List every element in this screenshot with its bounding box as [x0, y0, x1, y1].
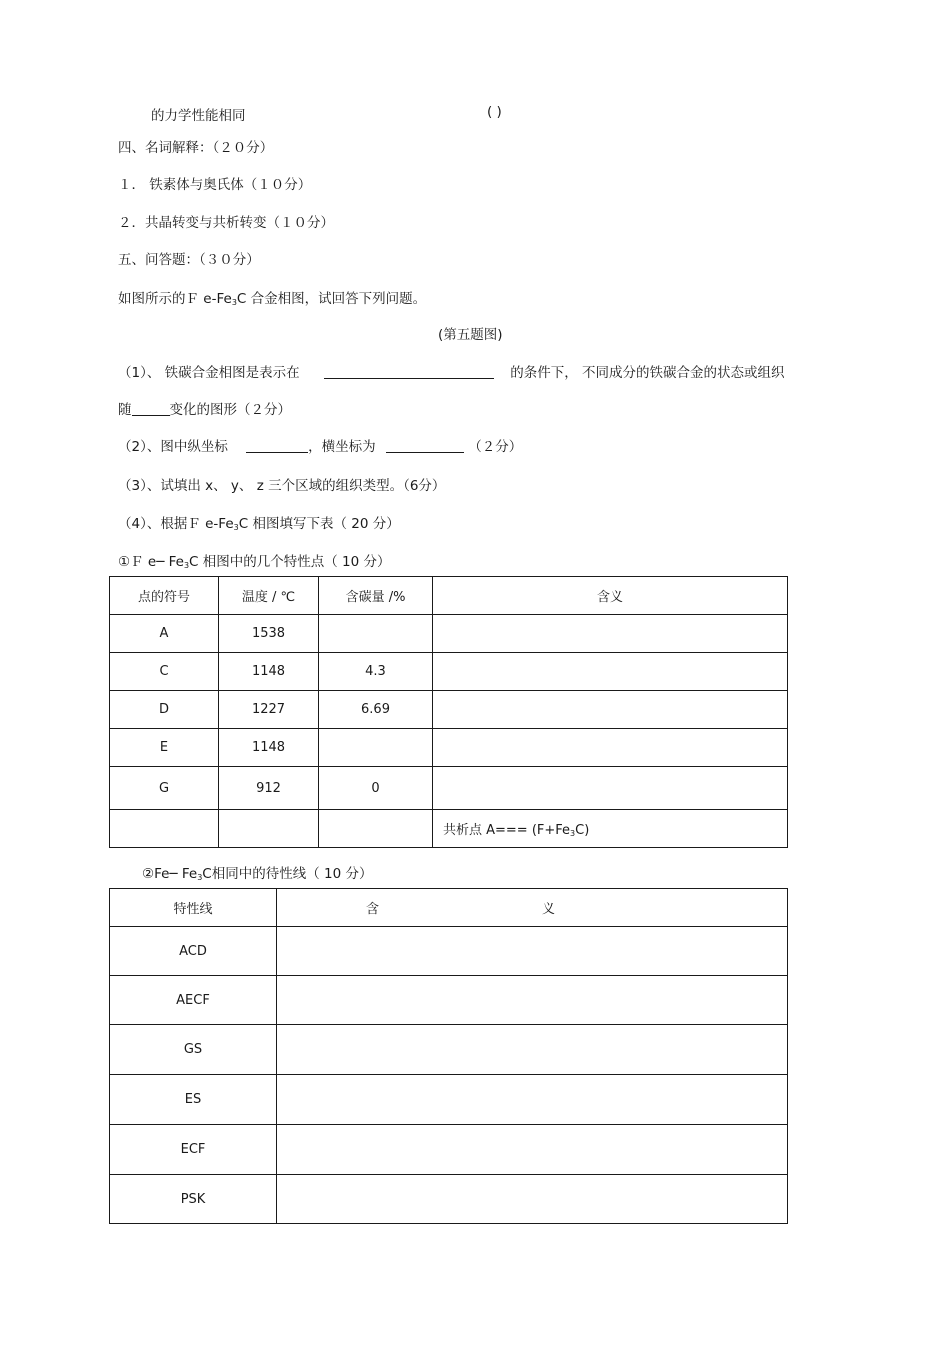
table-row: [110, 615, 788, 653]
eutectoid-text-b: C): [575, 823, 590, 838]
blank-1[interactable]: [324, 364, 494, 379]
t2-cap-b: C相同中的待性线（ 10 分）: [202, 866, 373, 882]
cell-line-meaning[interactable]: [277, 1125, 788, 1175]
sub-question-2: [118, 435, 522, 455]
cell-temperature: 1538: [219, 615, 319, 653]
cell-meaning[interactable]: [433, 615, 788, 653]
table-1-caption: [118, 550, 391, 570]
cell-eutectoid-point: [433, 810, 788, 848]
cell-carbon[interactable]: [319, 810, 433, 848]
cell-meaning[interactable]: [433, 767, 788, 810]
question-1: １． 铁素体与奥氏体（１０分）: [118, 177, 312, 193]
blank-2[interactable]: [132, 401, 170, 416]
table-header-row: [110, 577, 788, 615]
table-row: [110, 927, 788, 976]
sq1-part-c: 随: [118, 402, 132, 418]
eutectoid-text-a: 共析点 A=== (F+Fe: [443, 823, 571, 838]
sub-question-3: （3）、试填出 x、 y、 z 三个区域的组织类型。（6分）: [118, 478, 446, 494]
sq4-part-b: C 相图填写下表（ 20 分）: [238, 516, 400, 532]
table-header-row: [110, 889, 788, 927]
cell-line-meaning[interactable]: [277, 1025, 788, 1075]
table-row: [110, 1125, 788, 1175]
sq2-part-c: （２分）: [468, 439, 523, 455]
table-row: [110, 1075, 788, 1125]
cell-line-meaning[interactable]: [277, 1075, 788, 1125]
t1-cap-b: C 相图中的几个特性点（ 10 分）: [189, 554, 391, 570]
cell-line-name: ES: [110, 1075, 277, 1125]
sq1-part-a: （1）、 铁碳合金相图是表示在: [118, 365, 300, 381]
cell-symbol: E: [110, 729, 219, 767]
intro-sub: 3: [231, 298, 237, 307]
cell-line-name: GS: [110, 1025, 277, 1075]
table-row: [110, 1175, 788, 1224]
header-meaning-b: 义: [542, 902, 556, 917]
sq2-part-b: ，横坐标为: [308, 439, 376, 455]
cell-symbol: D: [110, 691, 219, 729]
table-row: [110, 1025, 788, 1075]
table-row: [110, 767, 788, 810]
t1-cap-a: ①Ｆ e─ Fe: [118, 554, 184, 570]
section-5-intro: [118, 287, 426, 307]
table-row: [110, 729, 788, 767]
sq1-part-b: 的条件下， 不同成分的铁碳合金的状态或组织: [510, 365, 785, 381]
intro-part-a: 如图所示的Ｆ e-Fe: [118, 291, 232, 307]
cell-carbon: 6.69: [319, 691, 433, 729]
cell-carbon: 0: [319, 767, 433, 810]
blank-3[interactable]: [246, 438, 308, 453]
question-2: ２．共晶转变与共析转变（１０分）: [118, 215, 334, 231]
table-row: [110, 976, 788, 1025]
characteristic-points-table: [109, 576, 788, 848]
cell-line-name: ACD: [110, 927, 277, 976]
sq1-part-d: 变化的图形（２分）: [169, 402, 291, 418]
cell-line-name: PSK: [110, 1175, 277, 1224]
cell-meaning[interactable]: [433, 691, 788, 729]
characteristic-lines-table: [109, 888, 788, 1224]
sub-question-1: [118, 361, 785, 381]
cell-meaning[interactable]: [433, 729, 788, 767]
sq2-part-a: （2）、图中纵坐标: [118, 439, 228, 455]
section-4-heading: 四、名词解释：（２０分）: [118, 140, 274, 156]
sq4-part-a: （4）、根据Ｆ e-Fe: [118, 516, 234, 532]
cell-carbon[interactable]: [319, 615, 433, 653]
cell-line-meaning[interactable]: [277, 976, 788, 1025]
header-meaning: 含义: [433, 577, 788, 615]
cell-temperature: 912: [219, 767, 319, 810]
cell-symbol: G: [110, 767, 219, 810]
sub-question-1-cont: [118, 398, 291, 418]
cell-line-meaning[interactable]: [277, 1175, 788, 1224]
header-meaning-a: 含: [366, 902, 380, 917]
sq4-sub: 3: [233, 523, 239, 532]
answer-paren: ( ): [487, 104, 502, 120]
cell-carbon: 4.3: [319, 653, 433, 691]
cell-temperature: 1227: [219, 691, 319, 729]
header-carbon: 含碳量 /%: [319, 577, 433, 615]
table-2-caption: [142, 862, 372, 882]
cell-line-name: ECF: [110, 1125, 277, 1175]
table-row: [110, 810, 788, 848]
line-mechanical: 的力学性能相同: [151, 108, 246, 124]
table-row: [110, 653, 788, 691]
table-row: [110, 691, 788, 729]
t2-cap-a: ②Fe─ Fe: [142, 866, 198, 882]
cell-meaning[interactable]: [433, 653, 788, 691]
cell-line-meaning[interactable]: [277, 927, 788, 976]
cell-temperature[interactable]: [219, 810, 319, 848]
figure-caption: (第五题图): [438, 327, 503, 343]
cell-symbol[interactable]: [110, 810, 219, 848]
header-symbol: 点的符号: [110, 577, 219, 615]
eutectoid-sub: 3: [570, 829, 576, 838]
cell-line-name: AECF: [110, 976, 277, 1025]
intro-part-b: C 合金相图，试回答下列问题。: [236, 291, 427, 307]
cell-symbol: C: [110, 653, 219, 691]
t2-cap-sub: 3: [197, 873, 203, 882]
blank-4[interactable]: [386, 438, 464, 453]
cell-temperature: 1148: [219, 653, 319, 691]
header-meaning: [277, 889, 788, 927]
cell-carbon[interactable]: [319, 729, 433, 767]
section-5-heading: 五、问答题：（３０分）: [118, 252, 260, 268]
header-temperature: 温度 / ℃: [219, 577, 319, 615]
header-line: 特性线: [110, 889, 277, 927]
cell-temperature: 1148: [219, 729, 319, 767]
sub-question-4: [118, 512, 400, 532]
cell-symbol: A: [110, 615, 219, 653]
t1-cap-sub: 3: [183, 561, 190, 570]
